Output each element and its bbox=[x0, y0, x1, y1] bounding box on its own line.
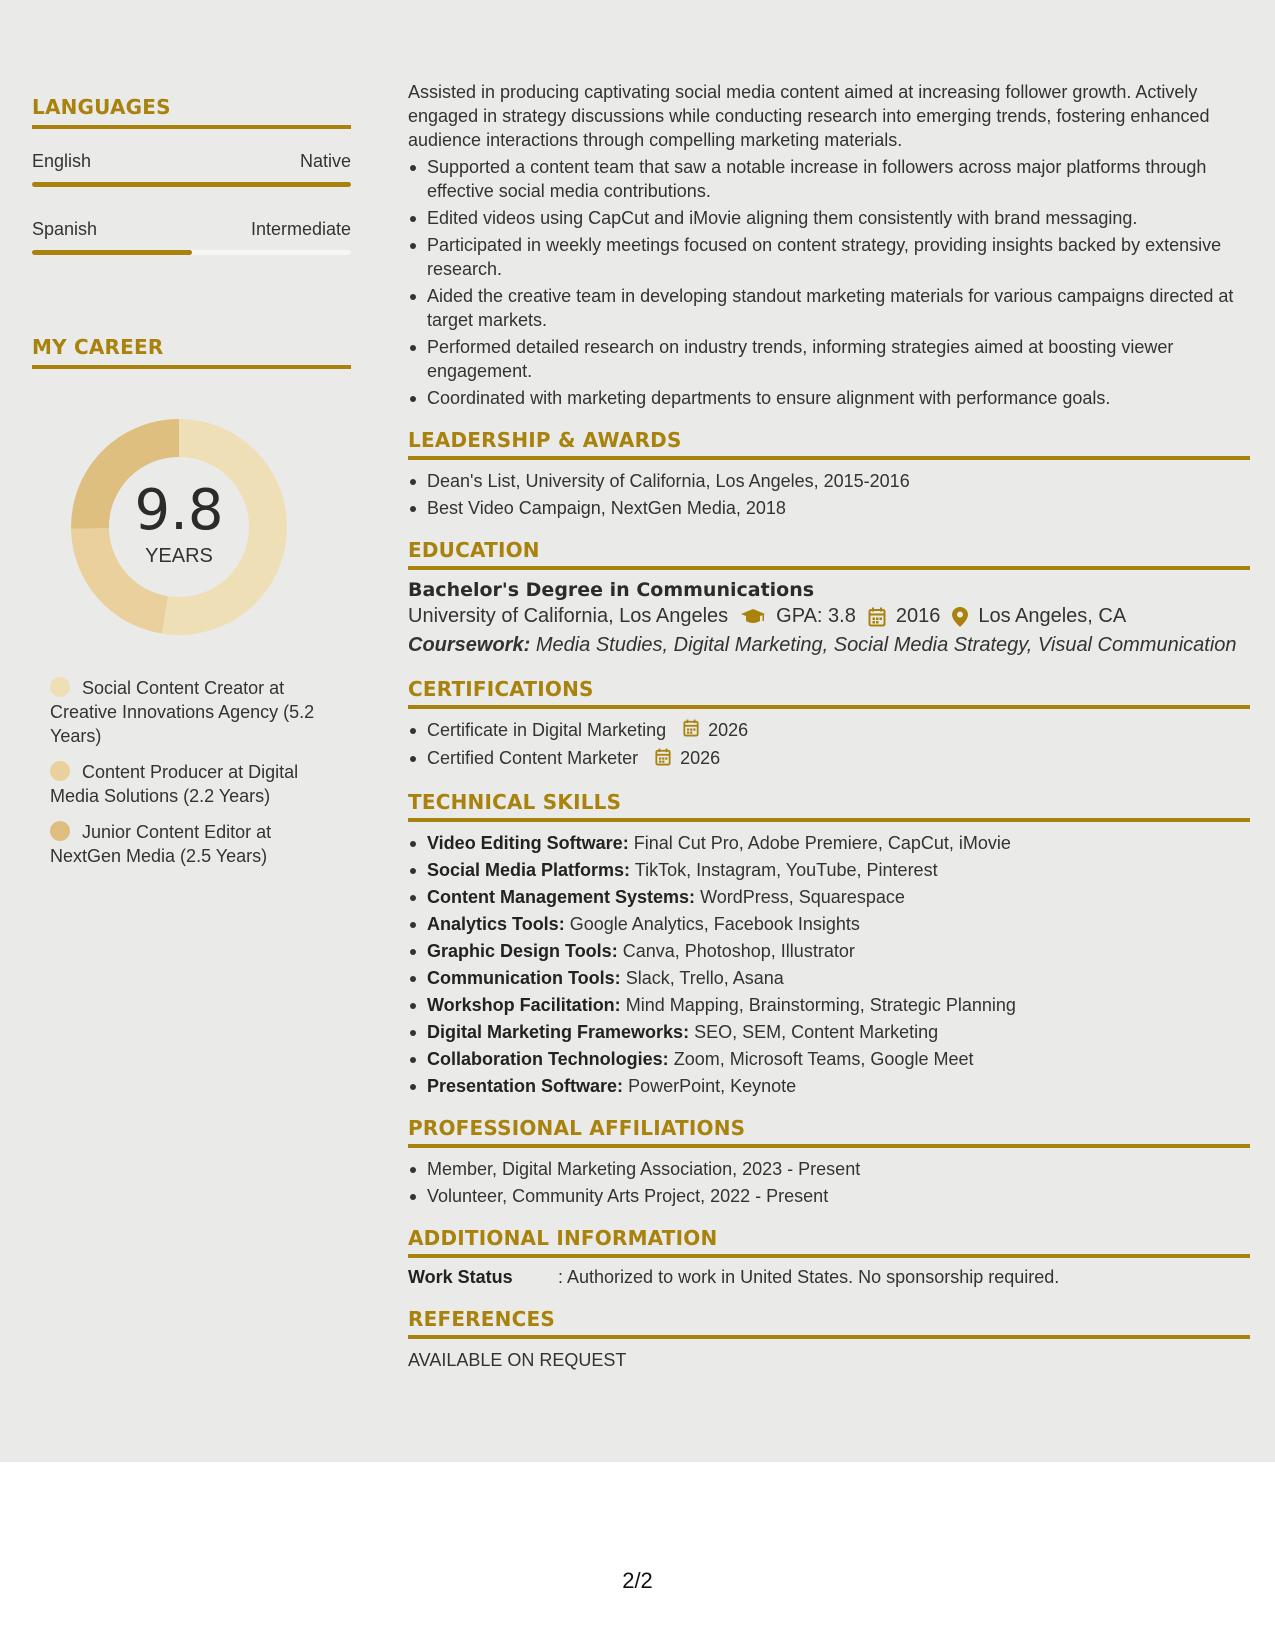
skill-item bbox=[408, 858, 1250, 882]
affiliations-rule bbox=[408, 1144, 1250, 1148]
skill-label: Collaboration Technologies: bbox=[427, 1048, 669, 1069]
certification-name: Certified Content Marketer bbox=[427, 748, 639, 769]
calendar-icon bbox=[683, 719, 699, 743]
skill-label: Social Media Platforms: bbox=[427, 859, 631, 880]
education-location: Los Angeles, CA bbox=[978, 605, 1127, 627]
skill-label: Content Management Systems: bbox=[427, 886, 696, 907]
certification-year: 2026 bbox=[680, 748, 721, 769]
certifications-rule bbox=[408, 705, 1250, 709]
award-item: Best Video Campaign, NextGen Media, 2018 bbox=[408, 496, 1250, 520]
career-section bbox=[32, 335, 351, 369]
page-number: 2/2 bbox=[622, 1568, 653, 1593]
legend-dot bbox=[50, 821, 70, 841]
skill-label: Analytics Tools: bbox=[427, 913, 565, 934]
skill-item bbox=[408, 966, 1250, 990]
language-name: Spanish bbox=[32, 219, 98, 239]
experience-bullet: Participated in weekly meetings focused on content strategy, providing insights backed by extensive research. bbox=[408, 233, 1250, 281]
experience-bullet: Coordinated with marketing departments to ensure alignment with performance goals. bbox=[408, 386, 1250, 410]
calendar-icon bbox=[655, 748, 671, 772]
language-name: English bbox=[32, 151, 92, 171]
skill-value: Google Analytics, Facebook Insights bbox=[569, 913, 860, 934]
certifications-section bbox=[408, 677, 1250, 772]
language-bar bbox=[32, 182, 351, 187]
skill-label: Presentation Software: bbox=[427, 1075, 624, 1096]
skill-item bbox=[408, 831, 1250, 855]
career-rule bbox=[32, 365, 351, 369]
experience-bullet: Aided the creative team in developing standout marketing materials for various campaigns directed at target markets. bbox=[408, 284, 1250, 332]
experience-bullet: Edited videos using CapCut and iMovie aligning them consistently with brand messaging. bbox=[408, 206, 1250, 230]
career-role bbox=[50, 676, 340, 748]
education-degree: Bachelor's Degree in Communications bbox=[408, 579, 815, 601]
languages-rule bbox=[32, 125, 351, 129]
affiliation-item: Volunteer, Community Arts Project, 2022 - Present bbox=[408, 1184, 1250, 1208]
education-coursework bbox=[408, 634, 1250, 657]
certification-item bbox=[408, 746, 1250, 771]
skill-item bbox=[408, 993, 1250, 1017]
skills-title: TECHNICAL SKILLS bbox=[408, 789, 622, 814]
skill-value: TikTok, Instagram, YouTube, Pinterest bbox=[634, 859, 938, 880]
language-level: Native bbox=[299, 151, 351, 171]
skill-label: Workshop Facilitation: bbox=[427, 994, 621, 1015]
career-role bbox=[50, 760, 340, 808]
language-bar-fill bbox=[32, 250, 192, 255]
career-total-value: 9.8 bbox=[134, 477, 224, 543]
education-rule bbox=[408, 566, 1250, 570]
work-status-label: Work Status bbox=[408, 1266, 513, 1287]
calendar-icon bbox=[868, 607, 886, 627]
career-role bbox=[50, 820, 340, 868]
language-bar-fill bbox=[32, 182, 351, 187]
skill-item bbox=[408, 912, 1250, 936]
education-title: EDUCATION bbox=[408, 538, 540, 562]
experience-bullet: Supported a content team that saw a notable increase in followers across major platforms through effective social media contributions. bbox=[408, 155, 1250, 203]
languages-section bbox=[32, 95, 351, 255]
skill-item bbox=[408, 885, 1250, 909]
skill-label: Digital Marketing Frameworks: bbox=[427, 1021, 690, 1042]
awards-rule bbox=[408, 456, 1250, 460]
career-donut bbox=[67, 415, 291, 639]
references-text: AVAILABLE ON REQUEST bbox=[408, 1349, 627, 1370]
career-legend bbox=[50, 676, 340, 880]
references-title: REFERENCES bbox=[408, 1306, 555, 1331]
skill-value: SEO, SEM, Content Marketing bbox=[694, 1021, 939, 1042]
languages-title: LANGUAGES bbox=[32, 95, 171, 119]
awards-title: LEADERSHIP & AWARDS bbox=[408, 428, 682, 452]
certifications-title: CERTIFICATIONS bbox=[408, 677, 594, 701]
affiliation-item: Member, Digital Marketing Association, 2023 - Present bbox=[408, 1157, 1250, 1181]
certification-year: 2026 bbox=[708, 720, 749, 740]
skill-label: Communication Tools: bbox=[427, 967, 621, 988]
skill-value: Zoom, Microsoft Teams, Google Meet bbox=[673, 1048, 974, 1069]
location-pin-icon bbox=[952, 607, 968, 627]
career-role-label: Social Content Creator at Creative Innovations Agency (5.2 Years) bbox=[50, 678, 315, 746]
skills-rule bbox=[408, 818, 1250, 822]
skills-list bbox=[408, 831, 1250, 1098]
skill-value: PowerPoint, Keynote bbox=[628, 1075, 797, 1096]
work-status-value: : Authorized to work in United States. No sponsorship required. bbox=[558, 1266, 1060, 1287]
awards-section bbox=[408, 428, 1250, 520]
language-bar bbox=[32, 250, 351, 255]
coursework-value: Media Studies, Digital Marketing, Social Media Strategy, Visual Communication bbox=[535, 634, 1237, 656]
affiliations-list bbox=[408, 1157, 1250, 1208]
experience-bullets bbox=[408, 155, 1250, 410]
career-role-label: Junior Content Editor at NextGen Media (2.5 Years) bbox=[50, 822, 272, 866]
legend-dot bbox=[50, 677, 70, 697]
coursework-label: Coursework: bbox=[408, 634, 531, 656]
skill-item bbox=[408, 1074, 1250, 1098]
skill-value: Mind Mapping, Brainstorming, Strategic Planning bbox=[625, 994, 1016, 1015]
language-item bbox=[32, 219, 351, 255]
award-item: Dean's List, University of California, Los Angeles, 2015-2016 bbox=[408, 469, 1250, 493]
work-status-row bbox=[408, 1265, 1250, 1289]
references-section bbox=[408, 1307, 1250, 1372]
skill-item bbox=[408, 1020, 1250, 1044]
skill-label: Graphic Design Tools: bbox=[427, 940, 618, 961]
experience-bullet: Performed detailed research on industry trends, informing strategies aimed at boosting viewer engagement. bbox=[408, 335, 1250, 383]
additional-title: ADDITIONAL INFORMATION bbox=[408, 1225, 718, 1250]
skill-item bbox=[408, 1047, 1250, 1071]
language-level: Intermediate bbox=[250, 219, 351, 239]
skill-value: WordPress, Squarespace bbox=[700, 886, 905, 907]
career-total-unit: YEARS bbox=[145, 544, 213, 567]
career-role-label: Content Producer at Digital Media Solutions (2.2 Years) bbox=[50, 762, 299, 806]
education-school: University of California, Los Angeles bbox=[408, 605, 729, 627]
skill-value: Slack, Trello, Asana bbox=[625, 967, 784, 988]
education-section bbox=[408, 538, 1250, 657]
education-details bbox=[408, 605, 1250, 628]
language-item bbox=[32, 151, 351, 187]
certification-name: Certificate in Digital Marketing bbox=[427, 720, 667, 740]
references-rule bbox=[408, 1335, 1250, 1339]
skills-section bbox=[408, 790, 1250, 1098]
legend-dot bbox=[50, 761, 70, 781]
additional-rule bbox=[408, 1254, 1250, 1258]
education-year: 2016 bbox=[895, 605, 941, 627]
certifications-list bbox=[408, 718, 1250, 772]
graduation-cap-icon bbox=[740, 608, 766, 626]
affiliations-title: PROFESSIONAL AFFILIATIONS bbox=[408, 1115, 746, 1140]
skill-value: Final Cut Pro, Adobe Premiere, CapCut, iMovie bbox=[633, 832, 1011, 853]
certification-item bbox=[408, 718, 1250, 743]
additional-section bbox=[408, 1226, 1250, 1289]
education-gpa: GPA: 3.8 bbox=[776, 605, 856, 627]
skill-label: Video Editing Software: bbox=[427, 832, 629, 853]
skill-item bbox=[408, 939, 1250, 963]
awards-list bbox=[408, 469, 1250, 520]
skill-value: Canva, Photoshop, Illustrator bbox=[622, 940, 855, 961]
career-title: MY CAREER bbox=[32, 335, 164, 359]
experience-summary: Assisted in producing captivating social media content aimed at increasing follower growth. Actively engaged in strategy discussions while conducting research into emerging trends, fostering enhanced audience interactions through compelling marketing materials. bbox=[408, 82, 1210, 150]
affiliations-section bbox=[408, 1116, 1250, 1208]
right-column bbox=[408, 80, 1250, 1372]
